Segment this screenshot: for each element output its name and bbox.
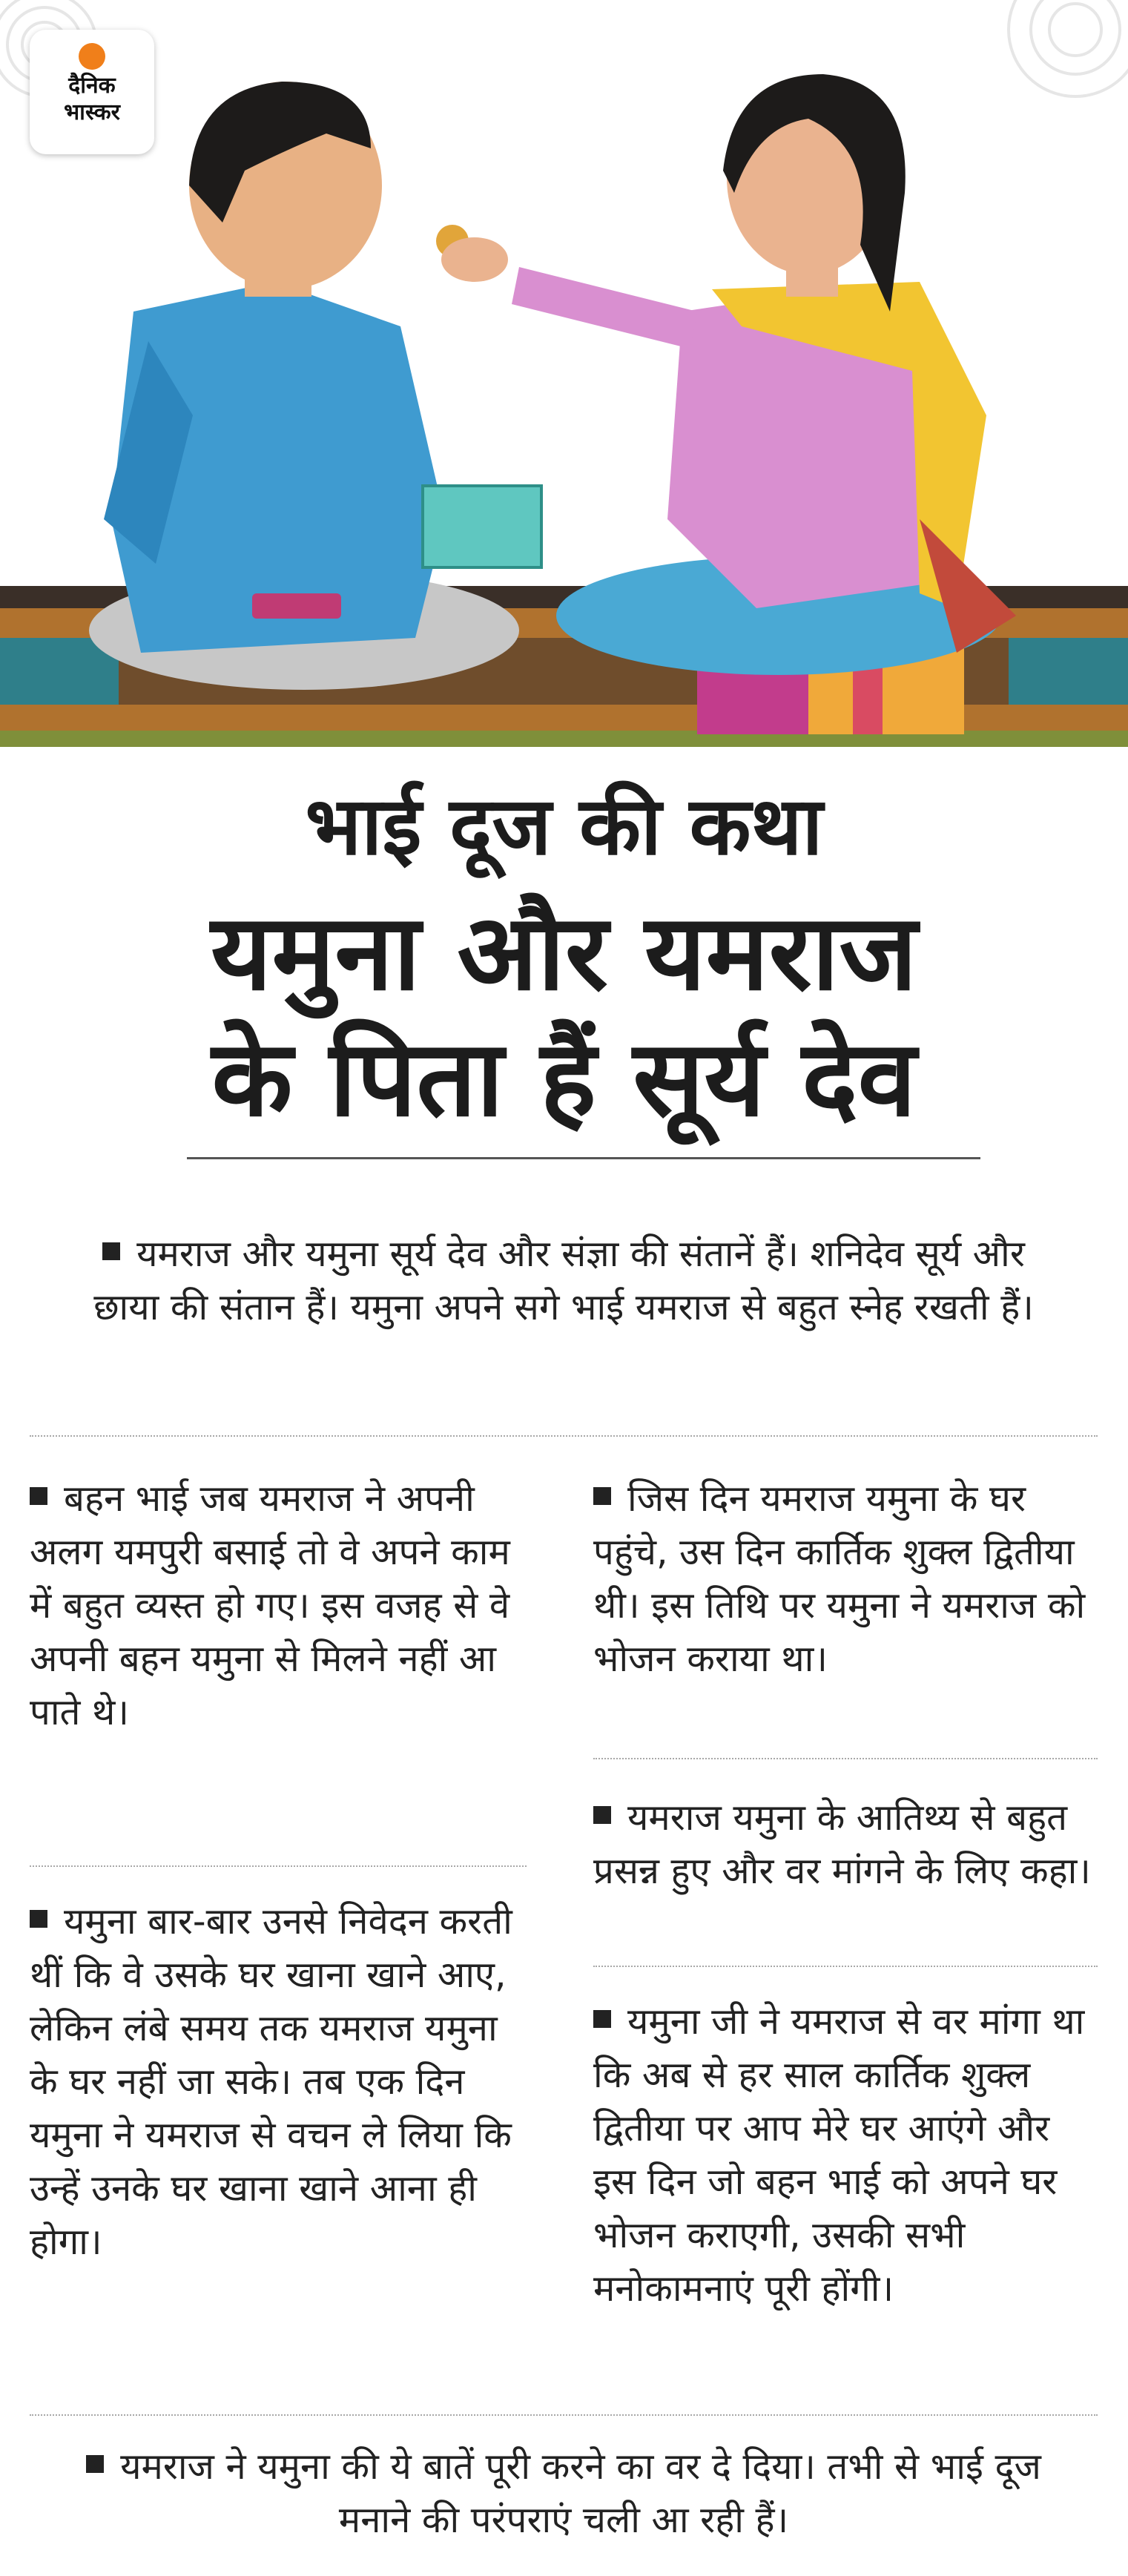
right-divider-2 [593,1966,1098,1967]
right-paragraph-3 [593,1995,1098,2316]
bullet-icon [593,1487,611,1505]
headline-kicker: भाई दूज की कथा [305,780,823,873]
headline-underline [187,1157,980,1159]
bullet-icon [30,1910,47,1928]
sun-icon [79,43,105,70]
bhai-dooj-illustration [0,0,1128,771]
right-text-2: यमराज यमुना के आतिथ्य से बहुत प्रसन्न हुए और वर मांगने के लिए कहा। [593,1796,1091,1892]
right-paragraph-1 [593,1472,1098,1686]
right-text-3: यमुना जी ने यमराज से वर मांगा था कि अब से हर साल कार्तिक शुक्ल द्वितीया पर आप मेरे घर आएंगे और इस दिन जो बहन भाई को अपने घर भोजन कराएगी, उसकी सभी मनोकामनाएं पूरी होंगी। [593,2000,1085,2310]
brother-figure [89,82,519,690]
intro-paragraph [89,1228,1038,1334]
headline-title-line-2: के पिता हैं सूर्य देव [211,1018,917,1140]
left-divider [30,1865,527,1867]
logo-line-1: दैनिक [68,73,116,99]
closing-paragraph [67,2440,1061,2547]
closing-text: यमराज ने यमुना की ये बातें पूरी करने का वर दे दिया। तभी से भाई दूज मनाने की परंपराएं चली आ रही हैं। [120,2445,1041,2541]
corner-decoration-right [1009,0,1128,96]
right-paragraph-2 [593,1791,1098,1898]
intro-text: यमराज और यमुना सूर्य देव और संज्ञा की संतानें हैं। शनिदेव सूर्य और छाया की संतान हैं। यमुना अपने सगे भाई यमराज से बहुत स्नेह रखती हैं। [93,1233,1034,1328]
dainik-bhaskar-logo [30,30,154,154]
left-paragraph-1 [30,1472,534,1739]
sister-figure [436,74,1016,675]
left-text-1: बहन भाई जब यमराज ने अपनी अलग यमपुरी बसाई तो वे अपने काम में बहुत व्यस्त हो गए। इस वजह से वे अपनी बहन यमुना से मिलने नहीं आ पाते थे। [30,1478,510,1733]
left-text-2: यमुना बार-बार उनसे निवेदन करती थीं कि वे उसके घर खाना खाने आए, लेकिन लंबे समय तक यमराज यमुना के घर नहीं जा सके। तब एक दिन यमुना ने यमराज से वचन ले लिया कि उन्हें उनके घर खाना खाने आना ही होगा। [30,1900,512,2263]
headline-title-line-1: यमुना और यमराज [211,892,917,1014]
section-divider [30,1435,1098,1437]
left-paragraph-2 [30,1895,534,2269]
bullet-icon [102,1242,120,1260]
bullet-icon [593,2010,611,2028]
bullet-icon [593,1806,611,1824]
right-text-1: जिस दिन यमराज यमुना के घर पहुंचे, उस दिन कार्तिक शुक्ल द्वितीया थी। इस तिथि पर यमुना ने यमराज को भोजन कराया था। [593,1478,1086,1680]
logo-line-2: भास्कर [64,99,120,125]
section-divider-bottom [30,2414,1098,2416]
bullet-icon [86,2455,104,2473]
bullet-icon [30,1487,47,1505]
right-divider-1 [593,1758,1098,1759]
